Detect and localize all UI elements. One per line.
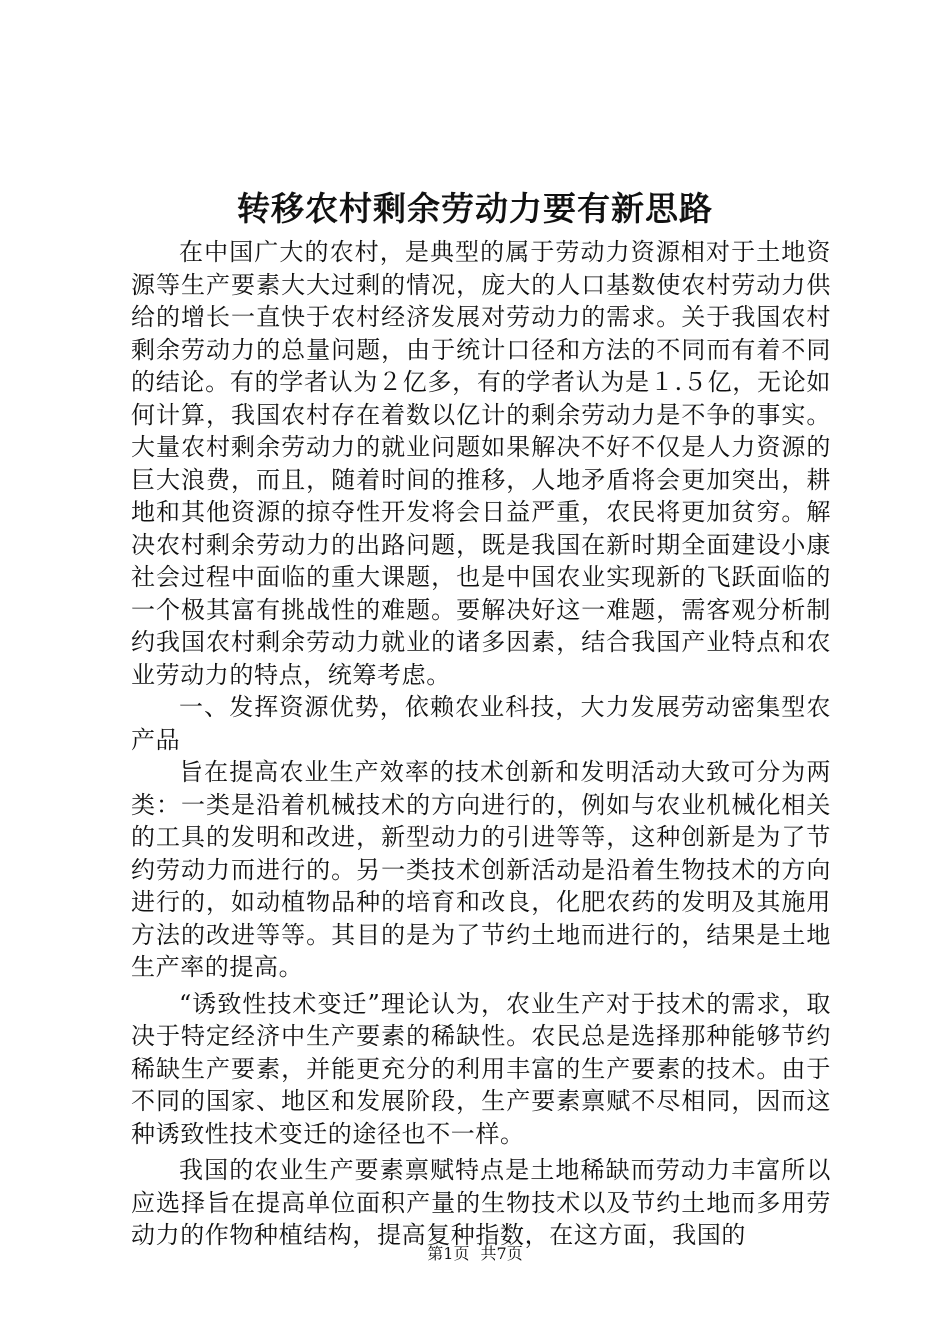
paragraph-induced-tech-change: “诱致性技术变迁”理论认为，农业生产对于技术的需求，取决于特定经济中生产要素的稀缺性。农民总是选择那种能够节约稀缺生产要素，并能更充分的利用丰富的生产要素的技术。由于不同的国家、地区和发展阶段，生产要素禀赋不尽相同，因而这种诱致性技术变迁的途径也不一样。	[131, 989, 831, 1148]
document-title: 转移农村剩余劳动力要有新思路	[237, 189, 713, 228]
document-body	[131, 236, 831, 1252]
paragraph-intro: 在中国广大的农村，是典型的属于劳动力资源相对于土地资源等生产要素大大过剩的情况，庞大的人口基数使农村劳动力供给的增长一直快于农村经济发展对劳动力的需求。关于我国农村剩余劳动力的总量问题，由于统计口径和方法的不同而有着不同的结论。有的学者认为２亿多，有的学者认为是１.５亿，无论如何计算，我国农村存在着数以亿计的剩余劳动力是不争的事实。大量农村剩余劳动力的就业问题如果解决不好不仅是人力资源的巨大浪费，而且，随着时间的推移，人地矛盾将会更加突出，耕地和其他资源的掠夺性开发将会日益严重，农民将更加贫穷。解决农村剩余劳动力的出路问题，既是我国在新时期全面建设小康社会过程中面临的重大课题，也是中国农业实现新的飞跃面临的一个极其富有挑战性的难题。要解决好这一难题，需客观分析制约我国农村剩余劳动力就业的诸多因素，结合我国产业特点和农业劳动力的特点，统筹考虑。	[131, 238, 831, 689]
page-total: 共7页	[480, 1244, 523, 1263]
paragraph-china-endowment: 我国的农业生产要素禀赋特点是土地稀缺而劳动力丰富所以应选择旨在提高单位面积产量的生物技术以及节约土地而多用劳动力的作物种植结构，提高复种指数，在这方面，我国的	[131, 1156, 831, 1249]
page-footer	[0, 1244, 950, 1264]
page-number: 第1页	[427, 1244, 470, 1263]
paragraph-tech-innovation: 旨在提高农业生产效率的技术创新和发明活动大致可分为两类：一类是沿着机械技术的方向进行的，例如与农业机械化相关的工具的发明和改进，新型动力的引进等等，这种创新是为了节约劳动力而进行的。另一类技术创新活动是沿着生物技术的方向进行的，如动植物品种的培育和改良，化肥农药的发明及其施用方法的改进等等。其目的是为了节约土地而进行的，结果是土地生产率的提高。	[131, 758, 831, 981]
section-heading-1: 一、发挥资源优势，依赖农业科技，大力发展劳动密集型农产品	[131, 693, 831, 754]
